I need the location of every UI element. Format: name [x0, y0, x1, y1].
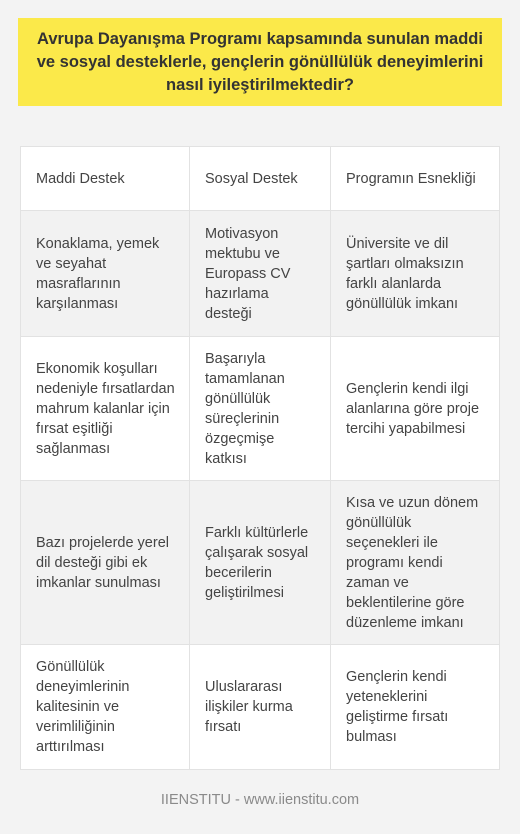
page-title: Avrupa Dayanışma Programı kapsamında sunulan maddi ve sosyal desteklerle, gençlerin gönüllülük deneyimlerini nasıl iyileştirilmektedir? — [18, 18, 502, 106]
table-cell: Gençlerin kendi ilgi alanlarına göre proje tercihi yapabilmesi — [346, 380, 480, 437]
header-cell: Sosyal Destek — [190, 147, 331, 210]
comparison-table — [20, 146, 500, 770]
table-cell: Gençlerin kendi yeteneklerini geliştirme fırsatı bulması — [346, 669, 449, 745]
header-cell: Maddi Destek — [21, 147, 190, 210]
table-cell: Gönüllülük deneyimlerinin kalitesinin ve verimliliğinin arttırılması — [21, 645, 190, 769]
table-cell: Kısa ve uzun dönem gönüllülük seçenekleri ile programı kendi zaman ve beklentilerine göre düzenleme imkanı — [346, 494, 479, 631]
table-cell: Uluslararası ilişkiler kurma fırsatı — [190, 645, 331, 769]
table-cell: Bazı projelerde yerel dil desteği gibi ek imkanlar sunulması — [21, 481, 190, 644]
table-cell: Farklı kültürlerle çalışarak sosyal becerilerin geliştirilmesi — [190, 481, 331, 644]
table-row — [21, 337, 499, 481]
header-cell: Programın Esnekliği — [346, 170, 476, 187]
table-cell: Ekonomik koşulları nedeniyle fırsatlardan mahrum kalanlar için fırsat eşitliği sağlanması — [21, 337, 190, 480]
table-row — [21, 211, 499, 337]
table-cell: Başarıyla tamamlanan gönüllülük süreçlerinin özgeçmişe katkısı — [190, 337, 331, 480]
footer-credit: IIENSTITU - www.iienstitu.com — [160, 792, 360, 808]
table-cell: Konaklama, yemek ve seyahat masraflarının karşılanması — [21, 211, 190, 336]
table-cell: Üniversite ve dil şartları olmaksızın farklı alanlarda gönüllülük imkanı — [346, 235, 464, 312]
table-row — [21, 645, 499, 769]
table-cell: Motivasyon mektubu ve Europass CV hazırlama desteği — [190, 211, 331, 336]
table-row — [21, 481, 499, 645]
table-header-row — [21, 147, 499, 211]
